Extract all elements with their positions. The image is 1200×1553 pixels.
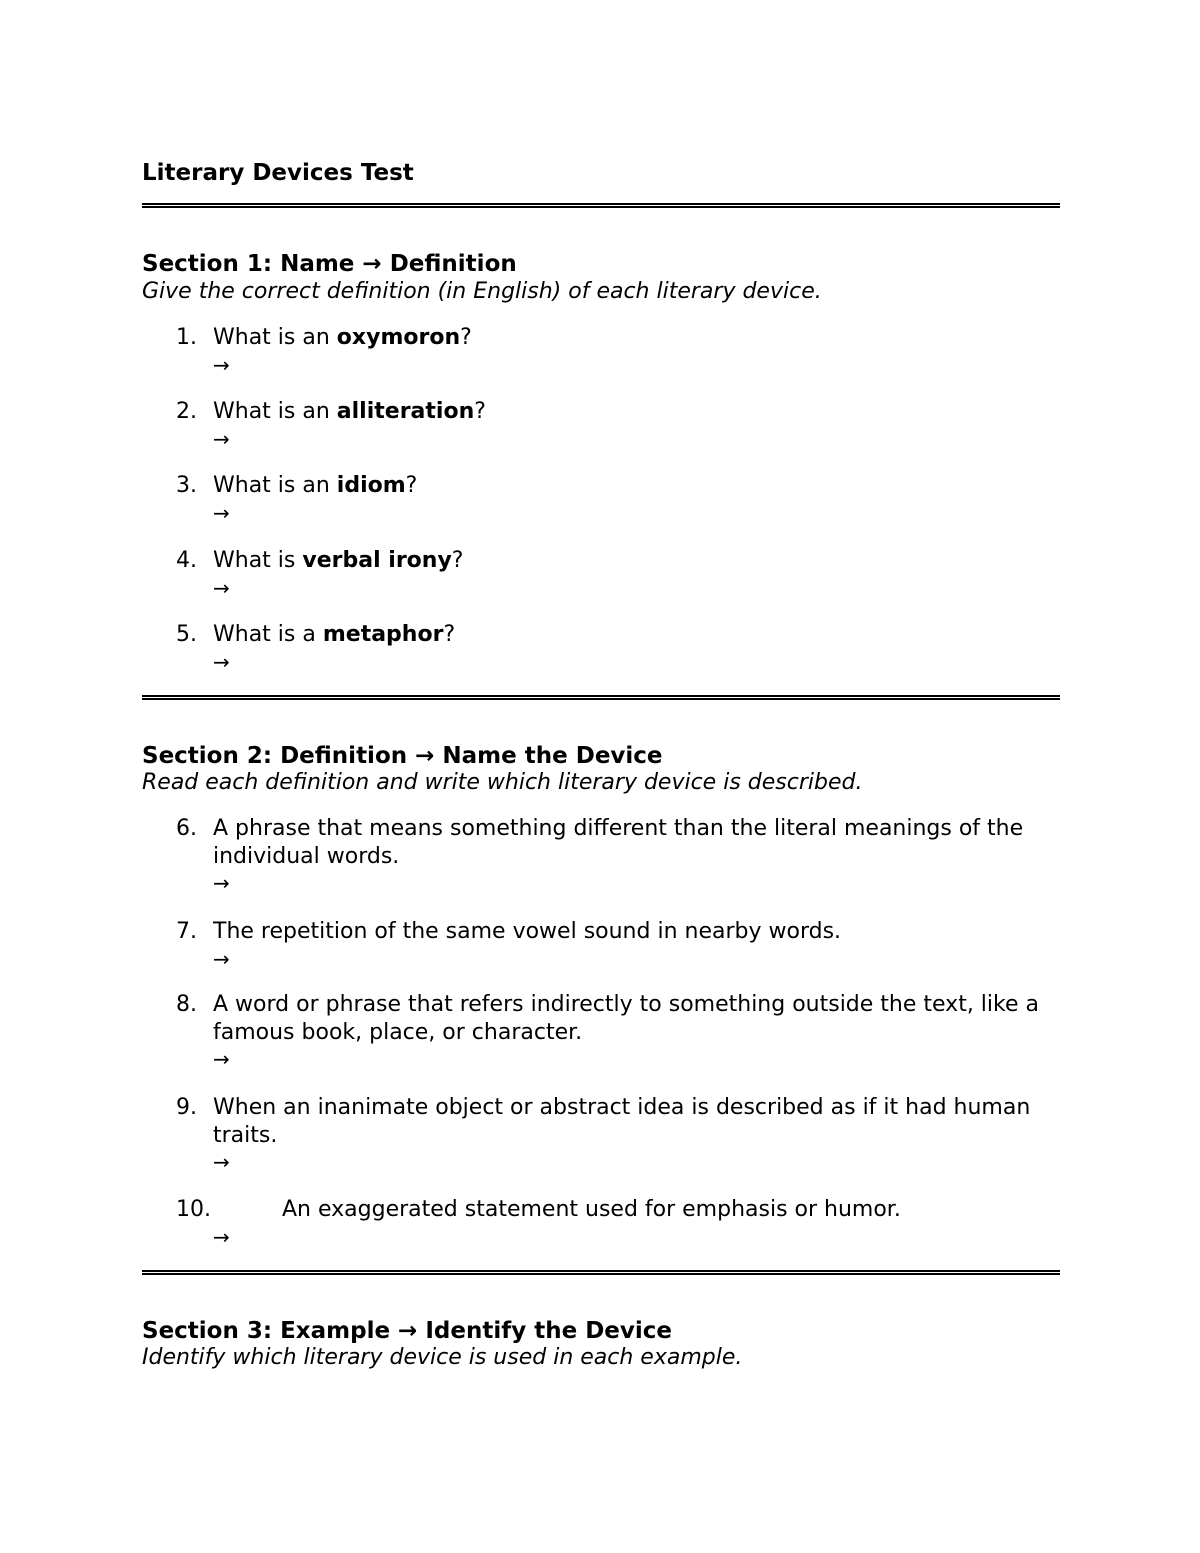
question-text: What is an oxymoron? bbox=[213, 325, 472, 350]
section-1-heading: Section 1: Name → Definition bbox=[142, 251, 517, 277]
question-9 bbox=[142, 1094, 1060, 1175]
question-number: 10. bbox=[176, 1197, 211, 1222]
question-number: 7. bbox=[176, 919, 197, 944]
answer-arrow-icon: → bbox=[213, 1224, 230, 1249]
section-2-instructions: Read each definition and write which literary device is described. bbox=[142, 770, 863, 795]
answer-arrow-icon: → bbox=[213, 575, 230, 600]
device-term: alliteration bbox=[336, 399, 475, 424]
section-3-instructions: Identify which literary device is used in each example. bbox=[142, 1345, 743, 1370]
question-number: 6. bbox=[176, 816, 197, 841]
question-text: What is a metaphor? bbox=[213, 622, 456, 647]
question-text: What is an alliteration? bbox=[213, 399, 486, 424]
question-4 bbox=[142, 547, 1060, 601]
question-number: 1. bbox=[176, 325, 197, 350]
question-number: 5. bbox=[176, 622, 197, 647]
question-number: 3. bbox=[176, 473, 197, 498]
section-1-instructions: Give the correct definition (in English) of each literary device. bbox=[142, 279, 822, 304]
device-term: verbal irony bbox=[302, 548, 452, 573]
question-text: The repetition of the same vowel sound in nearby words. bbox=[213, 919, 842, 944]
question-1 bbox=[142, 324, 1060, 378]
section-divider bbox=[142, 1270, 1060, 1275]
answer-arrow-icon: → bbox=[213, 1150, 230, 1174]
answer-arrow-icon: → bbox=[213, 352, 230, 377]
question-7 bbox=[142, 918, 1060, 972]
question-number: 4. bbox=[176, 548, 197, 573]
answer-arrow-icon: → bbox=[213, 426, 230, 451]
question-2 bbox=[142, 398, 1060, 452]
answer-arrow-icon: → bbox=[213, 649, 230, 674]
document-title: Literary Devices Test bbox=[142, 160, 414, 186]
question-text: An exaggerated statement used for emphasis or humor. bbox=[282, 1197, 901, 1222]
question-10 bbox=[142, 1196, 1060, 1250]
question-number: 2. bbox=[176, 399, 197, 424]
device-term: idiom bbox=[336, 473, 406, 498]
question-number: 9. bbox=[176, 1095, 197, 1120]
section-3-heading: Section 3: Example → Identify the Device bbox=[142, 1318, 672, 1344]
section-divider bbox=[142, 203, 1060, 208]
answer-arrow-icon: → bbox=[213, 500, 230, 525]
question-8 bbox=[142, 991, 1060, 1072]
question-number: 8. bbox=[176, 992, 197, 1017]
question-text: A word or phrase that refers indirectly to something outside the text, like a famous book, place, or character. bbox=[213, 992, 1039, 1045]
question-3 bbox=[142, 472, 1060, 526]
answer-arrow-icon: → bbox=[213, 871, 230, 895]
device-term: metaphor bbox=[322, 622, 444, 647]
question-6 bbox=[142, 815, 1060, 896]
answer-arrow-icon: → bbox=[213, 1047, 230, 1071]
question-text: A phrase that means something different than the literal meanings of the individual words. bbox=[213, 816, 1024, 869]
question-text: What is verbal irony? bbox=[213, 548, 464, 573]
question-text: What is an idiom? bbox=[213, 473, 418, 498]
answer-arrow-icon: → bbox=[213, 946, 230, 971]
section-divider bbox=[142, 695, 1060, 700]
question-text: When an inanimate object or abstract idea is described as if it had human traits. bbox=[213, 1095, 1031, 1148]
section-2-heading: Section 2: Definition → Name the Device bbox=[142, 743, 663, 769]
question-5 bbox=[142, 621, 1060, 675]
device-term: oxymoron bbox=[336, 325, 461, 350]
